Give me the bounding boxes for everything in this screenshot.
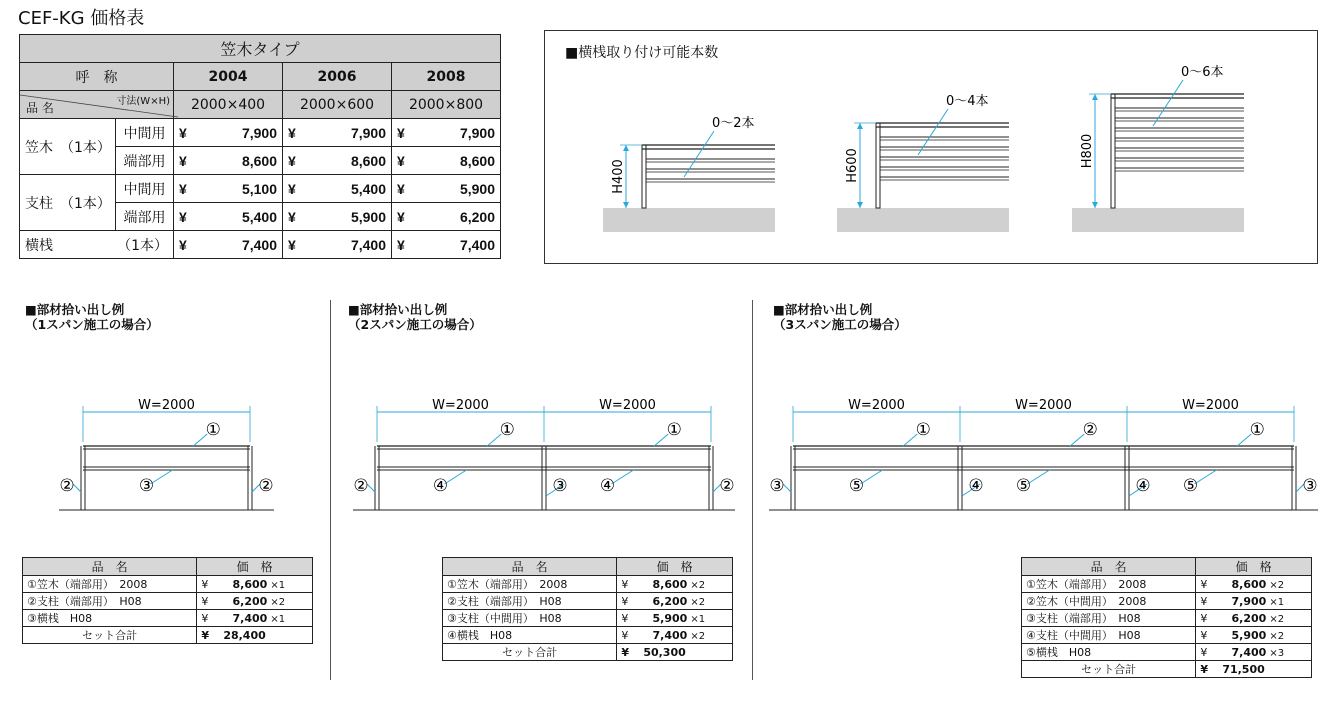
part-marker: ④ [968,476,984,496]
width-label: W=2000 [138,398,195,413]
item-name: ①笠木（端部用） 2008 [23,576,197,593]
price-cell [174,175,283,203]
row-group-label: 支柱 （1本） [20,175,116,231]
example-title: ■部材拾い出し例 [25,302,125,317]
part-marker: ④ [432,476,449,496]
price-value: 7,400 [241,236,277,253]
yen-mark: ¥ [1200,628,1208,642]
header-price: 価 格 [197,558,313,576]
rail-count-label: 0〜4本 [946,94,989,109]
total-label: セット合計 [23,627,197,644]
price-value: 7,900 [459,124,495,141]
list-item [443,610,733,627]
fence-diagram [40,392,333,522]
yen-mark: ¥ [397,208,405,225]
arrow-up-icon [623,145,629,151]
ground [603,208,775,232]
yen-mark: ¥ [179,208,187,225]
part-marker: ② [353,476,369,496]
part-marker: ③ [138,476,155,496]
price-cell [283,147,392,175]
yen-mark: ¥ [179,180,187,197]
arrow-up-icon [1092,94,1098,100]
row-sub-label: 端部用 [116,147,174,175]
height-label: H600 [845,148,860,183]
row-sub-label: 端部用 [116,203,174,231]
part-marker: ① [499,420,515,440]
price-cell [392,119,501,147]
part-marker: ⑤ [1182,476,1199,496]
item-name: ④横桟 H08 [443,627,617,644]
part-marker: ② [719,476,735,496]
parts-list-header [1022,558,1312,576]
list-item [443,576,733,593]
part-marker: ① [915,420,931,440]
price-value: 6,200 [232,594,268,608]
example-title: ■部材拾い出し例 [773,302,873,317]
example-title: ■部材拾い出し例 [348,302,448,317]
yen-mark: ¥ [1200,662,1208,676]
yen-mark: ¥ [397,152,405,169]
price-value: 7,900 [241,124,277,141]
model-2006: 2006 [283,63,392,91]
price-value: 5,400 [350,180,386,197]
part-marker: ② [258,476,274,496]
quantity: ×2 [1269,630,1285,642]
yen-mark: ¥ [1200,577,1208,591]
arrow-down-icon [623,202,629,208]
part-marker: ① [1249,420,1265,440]
post [642,145,646,208]
rail-count-label: 0〜2本 [712,116,755,131]
item-name: ①笠木（端部用） 2008 [443,576,617,593]
row-sub-label: 中間用 [116,175,174,203]
price-cell [283,119,392,147]
fence-diagram [760,392,1334,522]
total-price [1196,661,1312,678]
part-marker: ② [1082,420,1098,440]
item-price [1196,593,1312,610]
width-label: W=2000 [432,398,489,413]
item-size-cell [20,91,174,119]
item-name: ②支柱（端部用） H08 [443,593,617,610]
leader-line [918,109,948,155]
price-cell [283,231,392,259]
price-cell [392,147,501,175]
total-value: 50,300 [643,645,686,659]
example-subtitle: （2スパン施工の場合） [348,317,482,332]
price-value: 7,400 [652,628,688,642]
total-price [617,644,733,661]
price-value: 5,100 [241,180,277,197]
total-label: セット合計 [443,644,617,661]
list-item [443,593,733,610]
rail-diagram [837,93,1009,232]
item-name: ①笠木（端部用） 2008 [1022,576,1196,593]
quantity: ×3 [1269,647,1285,659]
example-subtitle: （3スパン施工の場合） [773,317,907,332]
page-title: CEF-KG 価格表 [18,8,145,29]
rail-count-title: ■横桟取り付け可能本数 [565,45,719,61]
price-cell [392,203,501,231]
price-value: 8,600 [241,152,277,169]
arrow-down-icon [857,202,863,208]
quantity: ×2 [690,630,706,642]
yen-mark: ¥ [621,628,629,642]
row-sub-label: （1本） [117,237,168,254]
price-value: 6,200 [652,594,688,608]
quantity: ×2 [1269,613,1285,625]
row-sub-label: 中間用 [116,119,174,147]
list-item [1022,644,1312,661]
price-value: 8,600 [232,577,268,591]
parts-list-header [23,558,313,576]
parts-list [1021,557,1312,678]
item-name: ⑤横桟 H08 [1022,644,1196,661]
price-value: 8,600 [459,152,495,169]
price-row [20,175,501,203]
quantity: ×2 [1269,579,1285,591]
parts-list-header [443,558,733,576]
price-rows [20,119,501,259]
item-name: ③支柱（端部用） H08 [1022,610,1196,627]
size-label: 寸法(W×H) [116,96,170,107]
total-row [443,644,733,661]
item-name: ④支柱（中間用） H08 [1022,627,1196,644]
list-item [1022,627,1312,644]
price-value: 5,400 [241,208,277,225]
yen-mark: ¥ [179,152,187,169]
width-label: W=2000 [1015,398,1072,413]
row-group-label: 笠木 （1本） [20,119,116,175]
item-price [617,627,733,644]
part-marker: ③ [552,476,568,496]
yen-mark: ¥ [621,645,629,659]
list-item [23,593,313,610]
list-item [443,627,733,644]
example-heading [25,302,159,332]
parts-list [442,557,733,661]
yen-mark: ¥ [288,152,296,169]
size-2006: 2000×600 [283,91,392,119]
list-item [1022,593,1312,610]
item-price [617,610,733,627]
part-marker: ③ [1302,476,1318,496]
list-item [1022,610,1312,627]
yen-mark: ¥ [1200,594,1208,608]
height-label: H800 [1080,133,1095,169]
width-label: W=2000 [599,398,656,413]
price-value: 5,900 [1231,628,1267,642]
yen-mark: ¥ [1200,645,1208,659]
model-2008: 2008 [392,63,501,91]
item-price [1196,576,1312,593]
item-name: ③横桟 H08 [23,610,197,627]
example-heading [773,302,907,332]
price-value: 8,600 [652,577,688,591]
ground [1072,208,1244,232]
item-name: ②支柱（端部用） H08 [23,593,197,610]
yen-mark: ¥ [288,208,296,225]
total-value: 71,500 [1222,662,1265,676]
price-value: 7,400 [350,236,386,253]
total-row [1022,661,1312,678]
item-price [197,610,313,627]
quantity: ×1 [690,613,706,625]
price-value: 5,900 [459,180,495,197]
quantity: ×1 [270,613,286,625]
leader-line [1153,80,1183,126]
fence-diagram [342,392,786,522]
yen-mark: ¥ [201,577,209,591]
post [1111,94,1115,208]
header-price: 価 格 [617,558,733,576]
ground [837,208,1009,232]
part-marker: ④ [1135,476,1151,496]
part-marker: ① [666,420,682,440]
quantity: ×2 [270,596,286,608]
header-price: 価 格 [1196,558,1312,576]
yen-mark: ¥ [288,124,296,141]
parts-list [22,557,313,644]
total-value: 28,400 [223,628,266,642]
part-marker: ② [59,476,75,496]
price-value: 7,400 [232,611,268,625]
part-marker: ④ [599,476,616,496]
header-name: 品 名 [443,558,617,576]
price-value: 5,900 [652,611,688,625]
item-price [1196,627,1312,644]
yen-mark: ¥ [201,628,209,642]
price-cell [283,203,392,231]
example-heading [348,302,482,332]
yen-mark: ¥ [397,180,405,197]
price-value: 6,200 [459,208,495,225]
price-value: 7,400 [1231,645,1267,659]
price-cell [174,119,283,147]
item-price [1196,644,1312,661]
rail-diagram [1072,64,1244,232]
price-value: 5,900 [350,208,386,225]
yen-mark: ¥ [621,577,629,591]
row-group-label: 横桟 [25,237,53,254]
total-label: セット合計 [1022,661,1196,678]
price-row [20,231,501,259]
price-cell [174,203,283,231]
arrow-up-icon [857,123,863,129]
price-value: 7,400 [459,236,495,253]
list-item [23,610,313,627]
item-name: ②笠木（中間用） 2008 [1022,593,1196,610]
height-label: H400 [611,159,626,194]
price-value: 6,200 [1231,611,1267,625]
yen-mark: ¥ [621,594,629,608]
quantity: ×1 [1269,596,1285,608]
part-marker: ① [205,420,221,440]
price-cell [392,175,501,203]
item-price [197,593,313,610]
price-cell [174,147,283,175]
yen-mark: ¥ [201,594,209,608]
leader-line [684,131,714,177]
model-2004: 2004 [174,63,283,91]
yen-mark: ¥ [179,236,187,253]
header-name: 品 名 [23,558,197,576]
price-value: 7,900 [350,124,386,141]
price-cell [174,231,283,259]
arrow-down-icon [1092,202,1098,208]
item-price [1196,610,1312,627]
rail-diagrams [545,50,1315,260]
part-marker: ⑤ [1015,476,1032,496]
quantity: ×1 [270,579,286,591]
yen-mark: ¥ [1200,611,1208,625]
size-2008: 2000×800 [392,91,501,119]
width-label: W=2000 [848,398,905,413]
part-marker: ⑤ [848,476,865,496]
price-cell [392,231,501,259]
width-label: W=2000 [1182,398,1239,413]
total-price [197,627,313,644]
price-cell [283,175,392,203]
yen-mark: ¥ [201,611,209,625]
name-header: 呼 称 [20,63,174,91]
item-label: 品 名 [26,101,54,115]
total-row [23,627,313,644]
yen-mark: ¥ [621,611,629,625]
yen-mark: ¥ [288,180,296,197]
item-price [617,576,733,593]
type-header: 笠木タイプ [20,35,501,63]
yen-mark: ¥ [288,236,296,253]
quantity: ×2 [690,579,706,591]
quantity: ×2 [690,596,706,608]
price-value: 8,600 [350,152,386,169]
yen-mark: ¥ [397,124,405,141]
size-2004: 2000×400 [174,91,283,119]
rail-count-label: 0〜6本 [1181,65,1224,80]
list-item [1022,576,1312,593]
header-name: 品 名 [1022,558,1196,576]
part-marker: ③ [769,476,785,496]
item-price [197,576,313,593]
post [876,123,880,208]
item-name: ③支柱（中間用） H08 [443,610,617,627]
price-table [19,34,501,259]
row-label [20,231,174,259]
list-item [23,576,313,593]
item-price [617,593,733,610]
yen-mark: ¥ [179,124,187,141]
yen-mark: ¥ [397,236,405,253]
rail-diagram [603,115,775,232]
example-subtitle: （1スパン施工の場合） [25,317,159,332]
price-value: 7,900 [1231,594,1267,608]
price-value: 8,600 [1231,577,1267,591]
price-row [20,119,501,147]
